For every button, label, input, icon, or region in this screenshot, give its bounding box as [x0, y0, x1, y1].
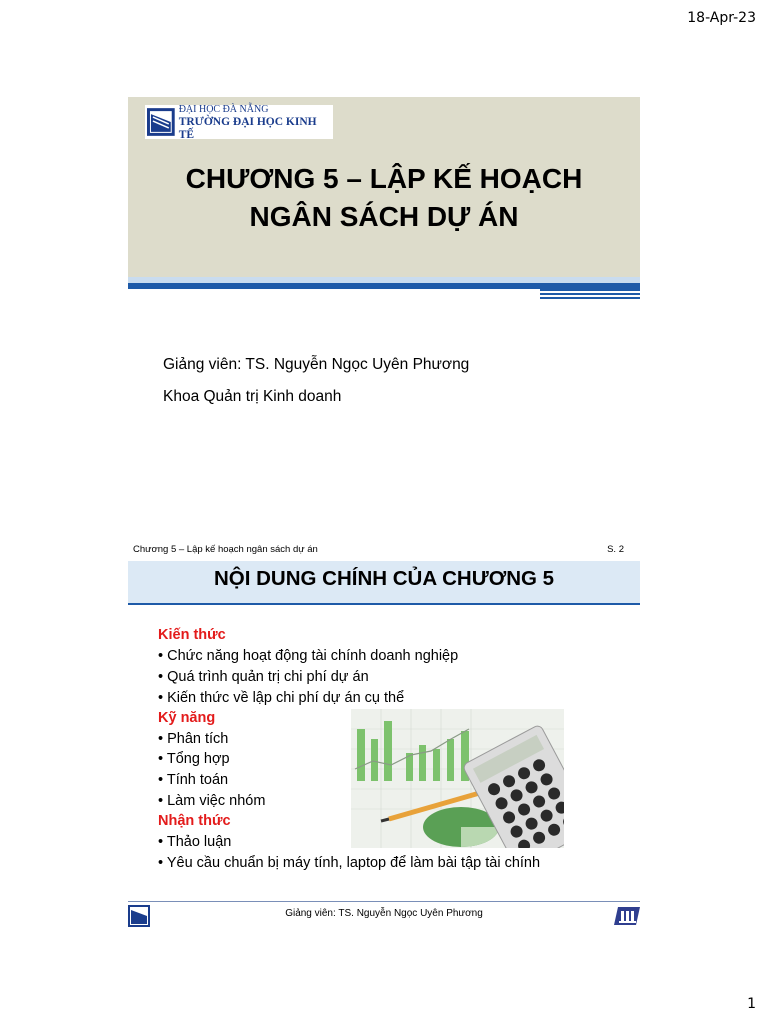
- section-label-skills: Kỹ năng: [158, 710, 216, 726]
- university-logo: [145, 105, 333, 139]
- list-item: • Yêu cầu chuẩn bị máy tính, laptop để làm bài tập tài chính: [158, 855, 541, 871]
- list-item: • Làm việc nhóm: [158, 793, 266, 809]
- slide2-footer-divider: [128, 901, 640, 902]
- calculator-chart-image: [351, 709, 564, 848]
- logo-school-name: TRƯỜNG ĐẠI HỌC KINH TẾ: [178, 115, 317, 141]
- slide1-faculty: Khoa Quản trị Kinh doanh: [163, 388, 342, 405]
- slide2-slide-number: S. 2: [607, 544, 624, 555]
- section-label-knowledge: Kiến thức: [158, 627, 226, 643]
- slide1-title-line1: CHƯƠNG 5 – LẬP KẾ HOẠCH: [185, 163, 583, 194]
- list-item: • Kiến thức về lập chi phí dự án cụ thể: [158, 690, 405, 706]
- logo-university-name: ĐẠI HỌC ĐÀ NẴNG: [178, 103, 269, 115]
- university-logo-icon: [147, 108, 175, 136]
- slide2-footer: Giảng viên: TS. Nguyễn Ngọc Uyên Phương: [285, 908, 483, 919]
- building-icon: [614, 905, 640, 927]
- list-item: • Chức năng hoạt động tài chính doanh nghiệp: [158, 648, 459, 664]
- slide1-title: [128, 160, 640, 236]
- section-label-awareness: Nhận thức: [158, 813, 231, 829]
- slide2-chapter-header: Chương 5 – Lập kế hoạch ngân sách dự án: [133, 544, 318, 555]
- list-item: • Quá trình quản trị chi phí dự án: [158, 669, 369, 685]
- list-item: • Thảo luận: [158, 834, 232, 850]
- slide1-lecturer: Giảng viên: TS. Nguyễn Ngọc Uyên Phương: [163, 356, 470, 373]
- slide1-stripes: [540, 285, 640, 303]
- slide2-title: NỘI DUNG CHÍNH CỦA CHƯƠNG 5: [213, 567, 555, 590]
- page-date: 18-Apr-23: [687, 10, 756, 26]
- list-item: • Tính toán: [158, 772, 229, 788]
- slide1-title-line2: NGÂN SÁCH DỰ ÁN: [249, 201, 519, 232]
- page-number: 1: [747, 996, 756, 1012]
- list-item: • Phân tích: [158, 731, 229, 747]
- list-item: • Tổng hợp: [158, 751, 230, 767]
